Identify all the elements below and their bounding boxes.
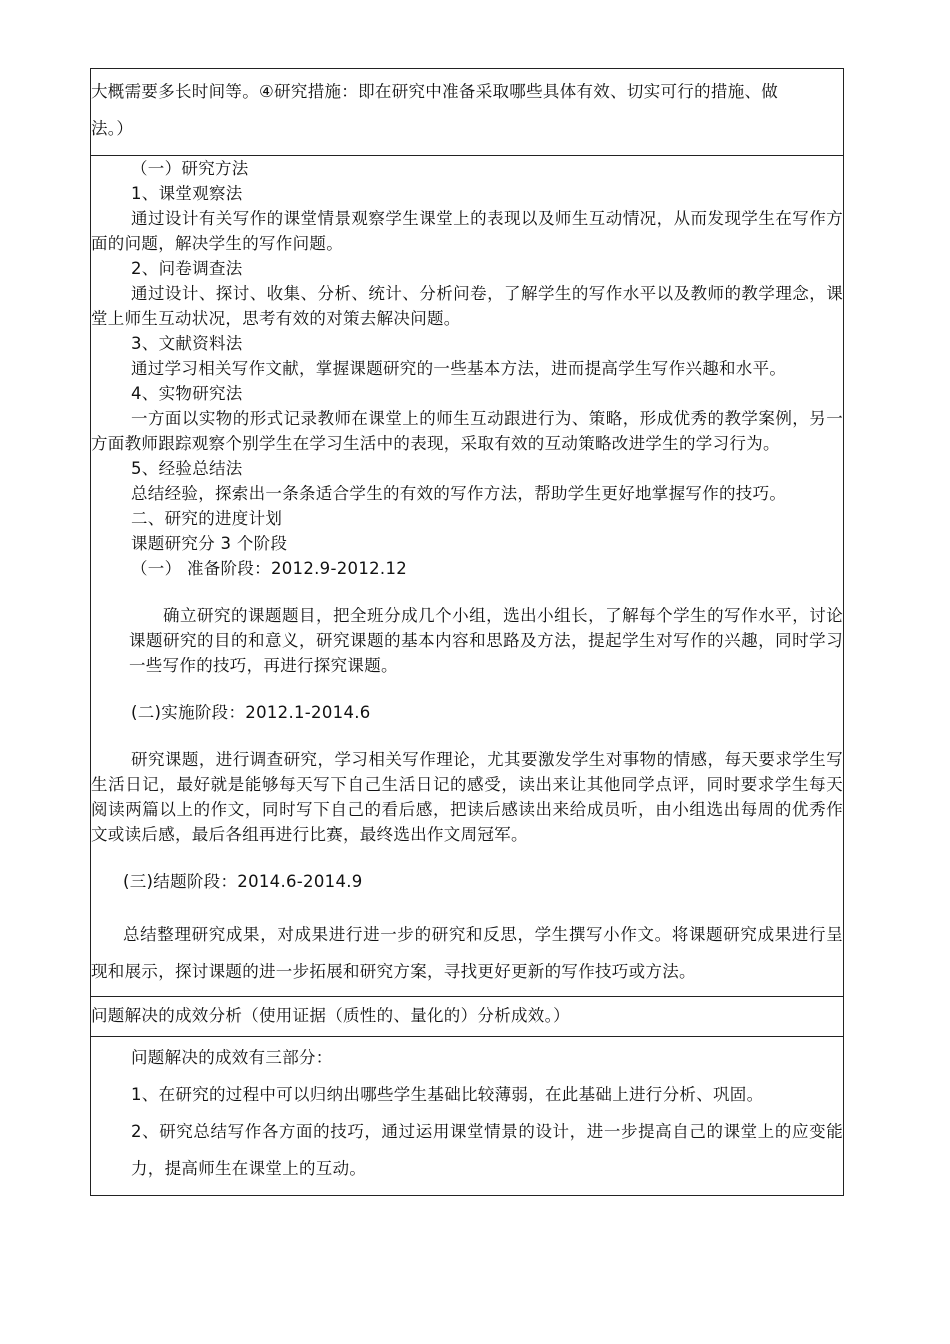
table-row-research-content — [91, 156, 843, 997]
method-5-body: 总结经验，探索出一条条适合学生的有效的写作方法，帮助学生更好地掌握写作的技巧。 — [131, 484, 787, 503]
plan-intro: 课题研究分 3 个阶段 — [131, 534, 288, 553]
method-4-body: 一方面以实物的形式记录教师在课堂上的师生互动跟进行为、策略，形成优秀的教学案例，另一方面教师跟踪观察个别学生在学习生活中的表现，采取有效的互动策略改进学生的学习行为。 — [91, 409, 843, 453]
table-row-outcome-header — [91, 997, 843, 1037]
methods-heading: （一）研究方法 — [131, 159, 249, 178]
stage-3-body: 总结整理研究成果，对成果进行进一步的研究和反思，学生撰写小作文。将课题研究成果进行呈现和展示，探讨课题的进一步拓展和研究方案，寻找更好更新的写作技巧或方法。 — [91, 925, 843, 981]
stage-3-title: (三)结题阶段：2014.6-2014.9 — [123, 872, 363, 891]
table-row-research-measures — [91, 69, 843, 156]
method-3-body: 通过学习相关写作文献，掌握课题研究的一些基本方法，进而提高学生写作兴趣和水平。 — [131, 359, 787, 378]
method-4-title: 4、实物研究法 — [131, 384, 243, 403]
method-2-title: 2、问卷调查法 — [131, 259, 243, 278]
table-row-outcome-content — [91, 1037, 843, 1195]
stage-2-body: 研究课题，进行调查研究，学习相关写作理论，尤其要激发学生对事物的情感，每天要求学生写生活日记，最好就是能够每天写下自己生活日记的感受，读出来让其他同学点评，同时要求学生每天阅读两篇以上的作文，同时写下自己的看后感，把读后感读出来给成员听，由小组选出每周的优秀作文或读后感，最后各组再进行比赛，最终选出作文周冠军。 — [91, 750, 843, 844]
stage-1-title: （一） 准备阶段：2012.9-2012.12 — [131, 559, 408, 578]
outcome-header: 问题解决的成效分析（使用证据（质性的、量化的）分析成效。） — [91, 1006, 570, 1025]
stage-1-body: 确立研究的课题题目，把全班分成几个小组，选出小组长，了解每个学生的写作水平，讨论课题研究的目的和意义，研究课题的基本内容和思路及方法，提起学生对写作的兴趣，同时学习一些写作的技巧，再进行探究课题。 — [129, 606, 843, 675]
outcome-item-1: 1、在研究的过程中可以归纳出哪些学生基础比较薄弱，在此基础上进行分析、巩固。 — [131, 1085, 764, 1104]
method-1-title: 1、课堂观察法 — [131, 184, 243, 203]
method-3-title: 3、文献资料法 — [131, 334, 243, 353]
method-5-title: 5、经验总结法 — [131, 459, 243, 478]
plan-heading: 二、研究的进度计划 — [131, 509, 283, 528]
stage-2-title: (二)实施阶段：2012.1-2014.6 — [131, 703, 371, 722]
measures-line-2: 法。） — [91, 119, 134, 138]
measures-line-1: 大概需要多长时间等。④研究措施：即在研究中准备采取哪些具体有效、切实可行的措施、做 — [91, 82, 779, 101]
document-table — [90, 68, 844, 1196]
outcome-intro: 问题解决的成效有三部分： — [131, 1048, 333, 1067]
method-2-body: 通过设计、探讨、收集、分析、统计、分析问卷，了解学生的写作水平以及教师的教学理念，课堂上师生互动状况，思考有效的对策去解决问题。 — [91, 284, 843, 328]
method-1-body: 通过设计有关写作的课堂情景观察学生课堂上的表现以及师生互动情况，从而发现学生在写作方面的问题，解决学生的写作问题。 — [91, 209, 843, 253]
outcome-item-2: 2、研究总结写作各方面的技巧，通过运用课堂情景的设计，进一步提高自己的课堂上的应变能力，提高师生在课堂上的互动。 — [131, 1122, 843, 1178]
